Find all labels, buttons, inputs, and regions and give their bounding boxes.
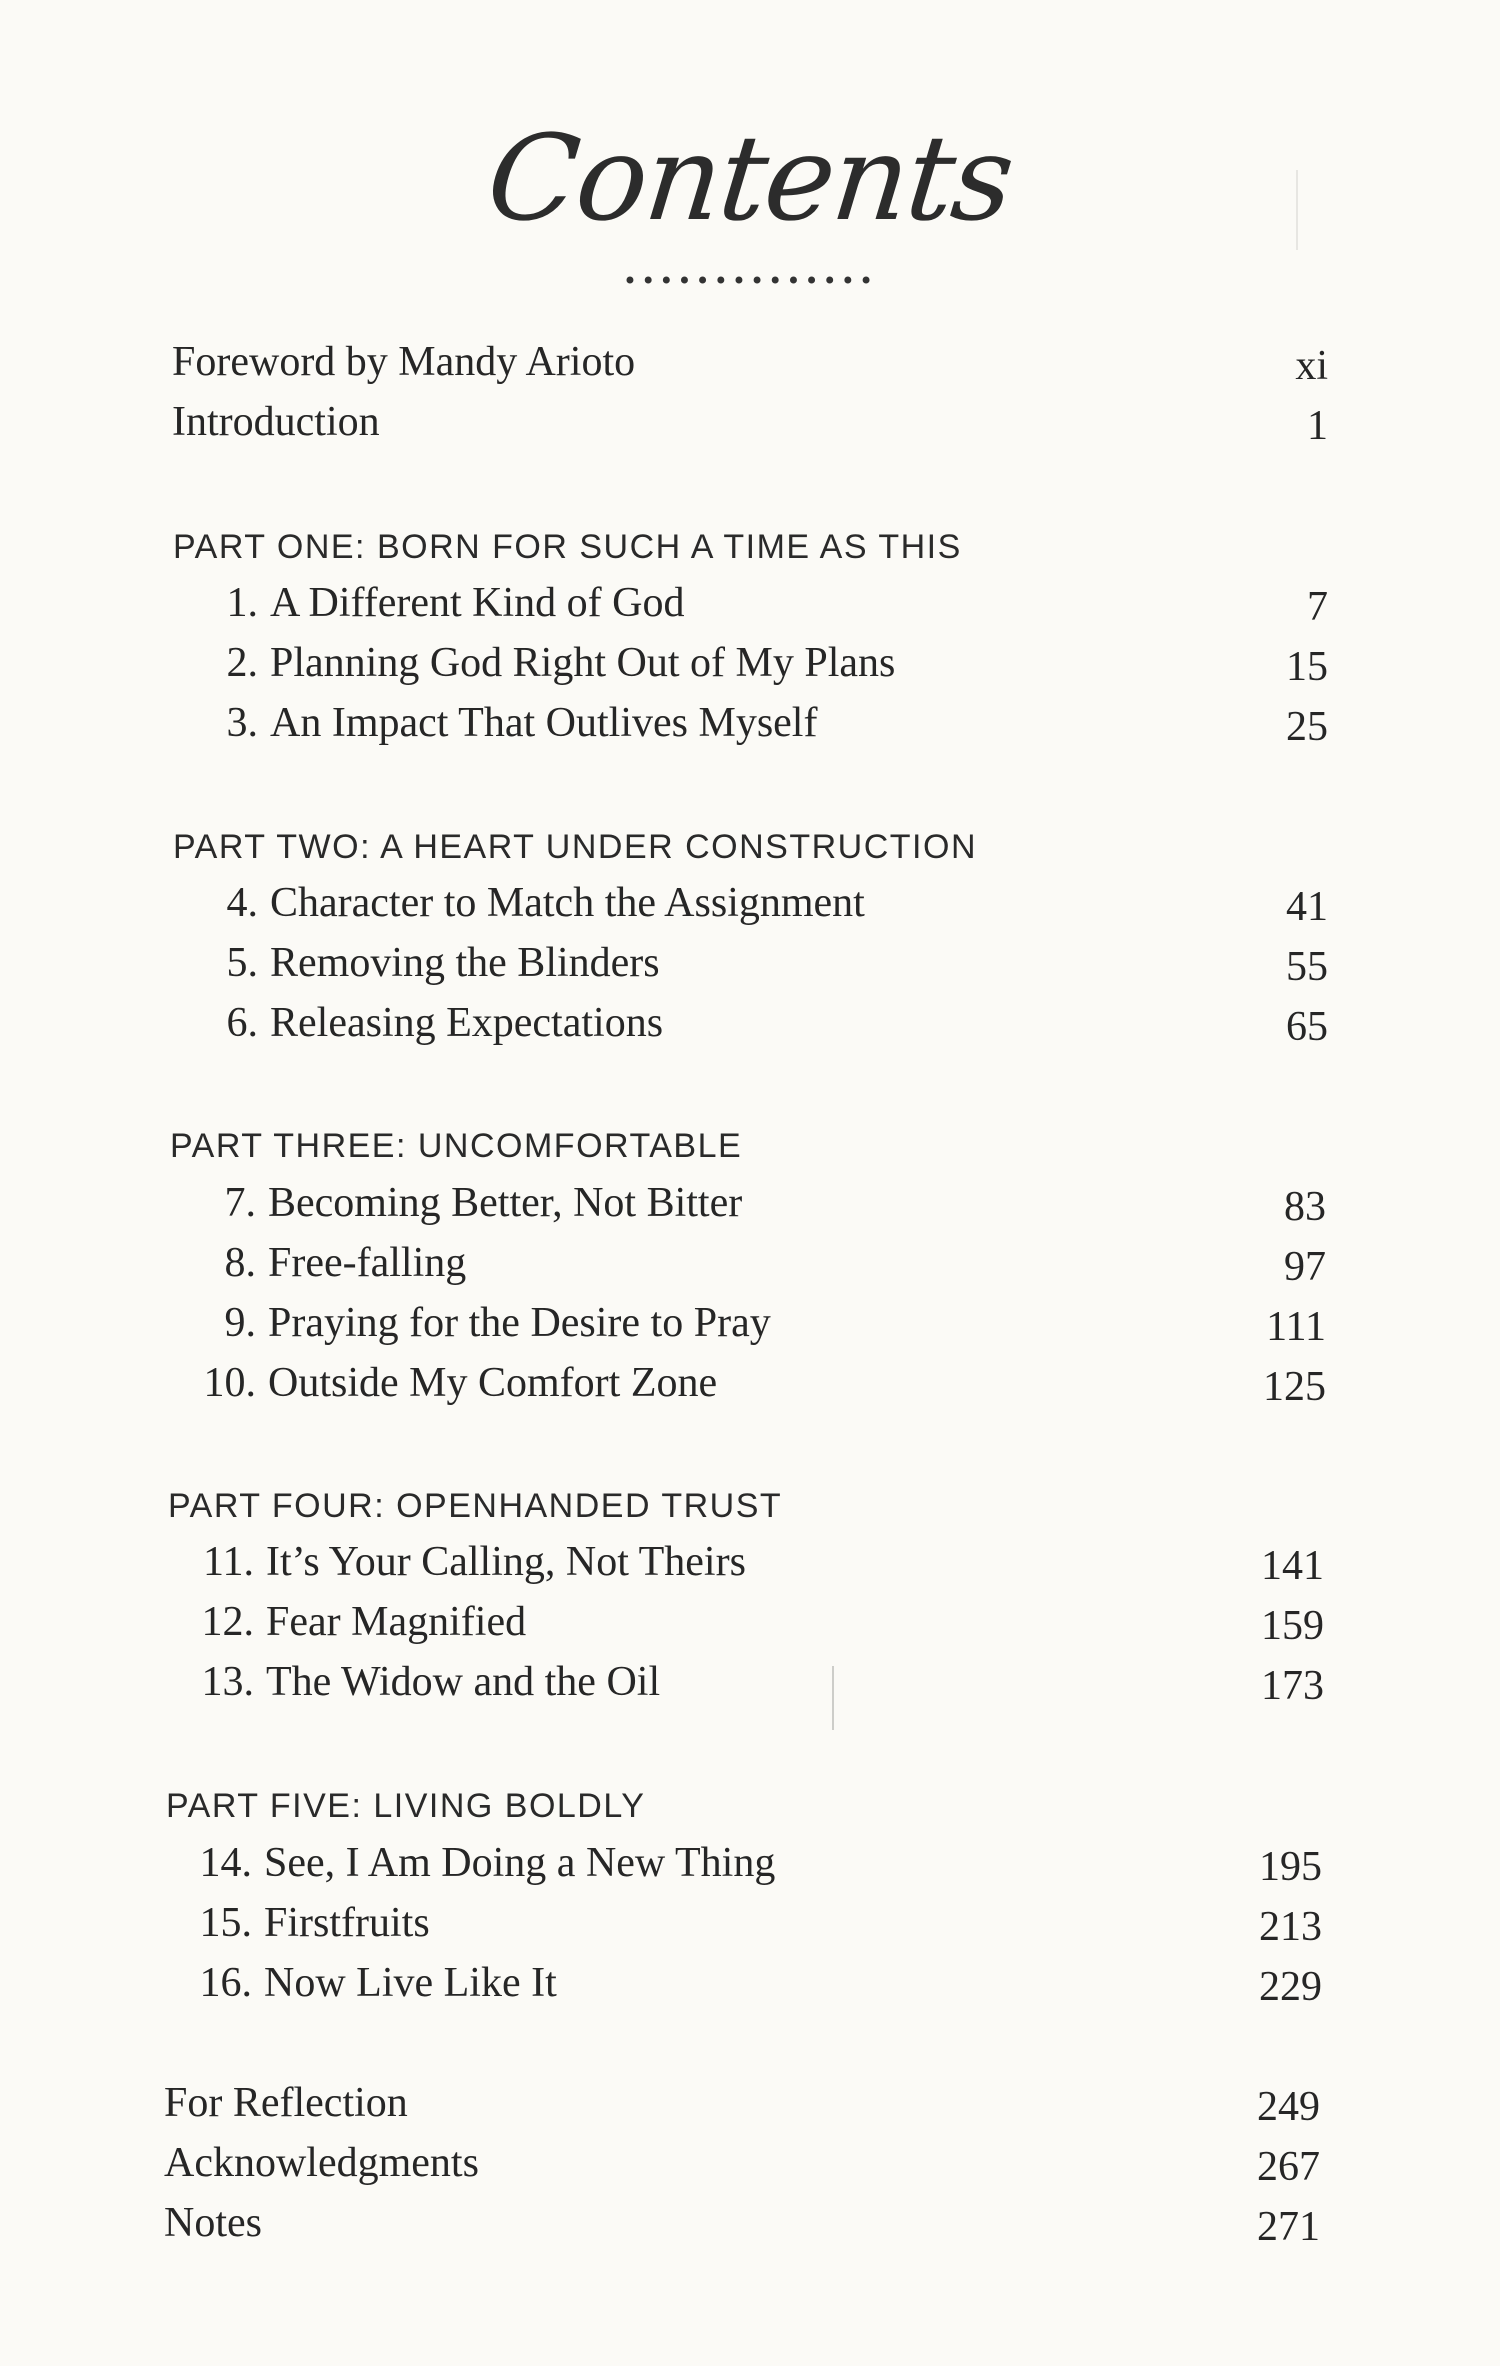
chapter-title: The Widow and the Oil [266, 1659, 661, 1705]
chapter-title: An Impact That Outlives Myself [270, 700, 818, 746]
chapter-title: Character to Match the Assignment [270, 880, 865, 926]
toc-chapter [190, 1657, 660, 1707]
part-heading-four: PART FOUR: OPENHANDED TRUST [168, 1487, 783, 1525]
scan-mark [832, 1666, 834, 1730]
chapter-number: 4. [226, 880, 258, 926]
chapter-number: 3. [226, 700, 258, 746]
chapter-page: 195 [1259, 1844, 1322, 1890]
chapter-page: 83 [1284, 1184, 1326, 1230]
toc-entry-reflection: For Reflection [164, 2080, 408, 2126]
toc-page-notes: 271 [1257, 2204, 1320, 2250]
toc-page-acknowledgments: 267 [1257, 2144, 1320, 2190]
chapter-page: 141 [1261, 1543, 1324, 1589]
chapter-title: It’s Your Calling, Not Theirs [266, 1539, 746, 1585]
chapter-number: 9. [224, 1300, 256, 1346]
toc-page-introduction: 1 [1307, 403, 1328, 449]
chapter-page: 7 [1307, 584, 1328, 630]
chapter-number: 8. [224, 1240, 256, 1286]
chapter-page: 41 [1286, 884, 1328, 930]
chapter-number: 16. [199, 1960, 252, 2006]
toc-chapter [190, 1537, 746, 1587]
chapter-page: 65 [1286, 1004, 1328, 1050]
chapter-number: 1. [226, 580, 258, 626]
title-ornament: •••••••••••••• [622, 267, 878, 295]
chapter-page: 55 [1286, 944, 1328, 990]
chapter-number: 7. [224, 1180, 256, 1226]
chapter-number: 10. [203, 1360, 256, 1406]
toc-chapter [192, 1178, 742, 1228]
chapter-page: 25 [1286, 704, 1328, 750]
chapter-title: Fear Magnified [266, 1599, 527, 1645]
toc-chapter [190, 1597, 526, 1647]
chapter-page: 173 [1261, 1663, 1324, 1709]
chapter-number: 15. [199, 1900, 252, 1946]
part-heading-two: PART TWO: A HEART UNDER CONSTRUCTION [173, 828, 977, 866]
toc-chapter [194, 698, 817, 748]
toc-chapter [194, 998, 663, 1048]
chapter-number: 12. [201, 1599, 254, 1645]
page-title: Contents [481, 109, 1019, 247]
part-heading-one: PART ONE: BORN FOR SUCH A TIME AS THIS [173, 528, 962, 566]
chapter-title: Removing the Blinders [270, 940, 660, 986]
chapter-page: 213 [1259, 1904, 1322, 1950]
chapter-title: Now Live Like It [264, 1960, 557, 2006]
chapter-page: 229 [1259, 1964, 1322, 2010]
chapter-number: 13. [201, 1659, 254, 1705]
chapter-title: Planning God Right Out of My Plans [270, 640, 896, 686]
chapter-number: 14. [199, 1840, 252, 1886]
toc-entry-foreword: Foreword by Mandy Arioto [172, 339, 636, 385]
chapter-number: 2. [226, 640, 258, 686]
part-heading-three: PART THREE: UNCOMFORTABLE [170, 1127, 743, 1165]
chapter-page: 125 [1263, 1364, 1326, 1410]
chapter-title: Free-falling [268, 1240, 467, 1286]
part-heading-five: PART FIVE: LIVING BOLDLY [166, 1787, 646, 1825]
toc-chapter [194, 578, 684, 628]
toc-entry-introduction: Introduction [172, 399, 380, 445]
toc-entry-notes: Notes [164, 2200, 262, 2246]
toc-chapter [192, 1358, 717, 1408]
chapter-page: 111 [1266, 1304, 1326, 1350]
chapter-number: 6. [226, 1000, 258, 1046]
toc-entry-acknowledgments: Acknowledgments [164, 2140, 479, 2186]
chapter-page: 159 [1261, 1603, 1324, 1649]
toc-chapter [188, 1958, 557, 2008]
chapter-number: 5. [226, 940, 258, 986]
toc-chapter [188, 1898, 430, 1948]
toc-chapter [188, 1838, 775, 1888]
chapter-title: Praying for the Desire to Pray [268, 1300, 771, 1346]
toc-chapter [192, 1238, 466, 1288]
toc-chapter [194, 938, 660, 988]
chapter-title: Firstfruits [264, 1900, 430, 1946]
chapter-title: Releasing Expectations [270, 1000, 664, 1046]
chapter-page: 15 [1286, 644, 1328, 690]
toc-page-reflection: 249 [1257, 2084, 1320, 2130]
chapter-title: A Different Kind of God [270, 580, 685, 626]
toc-chapter [194, 878, 865, 928]
chapter-title: See, I Am Doing a New Thing [264, 1840, 776, 1886]
toc-page-foreword: xi [1295, 343, 1328, 389]
toc-chapter [194, 638, 895, 688]
toc-chapter [192, 1298, 771, 1348]
chapter-number: 11. [203, 1539, 254, 1585]
scan-mark [1296, 170, 1298, 250]
chapter-page: 97 [1284, 1244, 1326, 1290]
chapter-title: Becoming Better, Not Bitter [268, 1180, 743, 1226]
chapter-title: Outside My Comfort Zone [268, 1360, 718, 1406]
